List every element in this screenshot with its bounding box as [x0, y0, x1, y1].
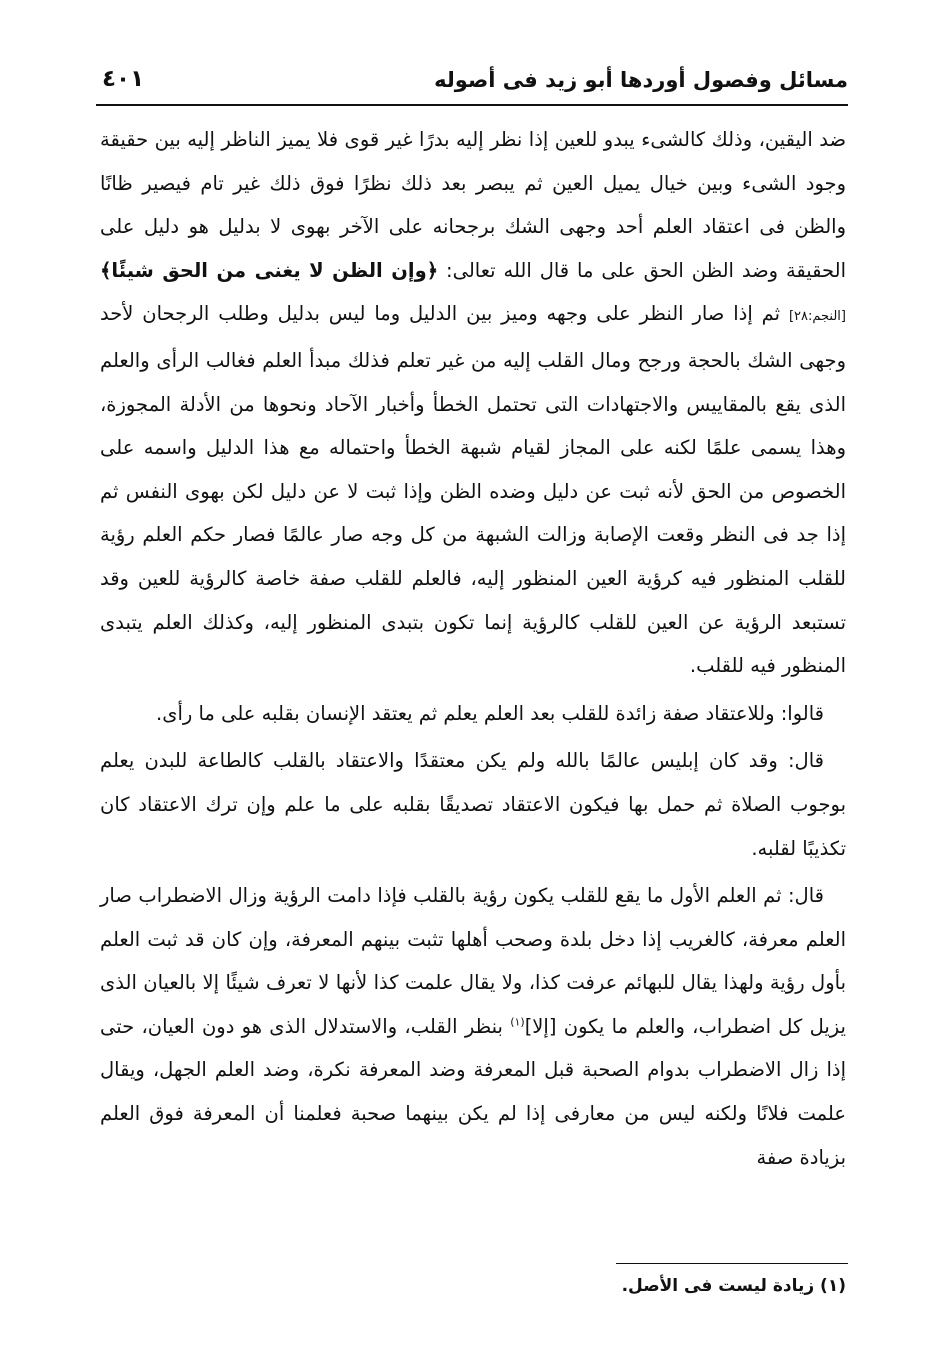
running-title: مسائل وفصول أوردها أبو زيد فى أصوله	[434, 68, 848, 92]
paragraph-1-text-a: ضد اليقين، وذلك كالشىء يبدو للعين إذا نظر إليه بدرًا غير قوى فلا يميز الناظر إليه بين حقيقة وجود الشىء وبين خيال يميل العين ثم يبصر بعد ذلك نظرًا فوق ذلك غير تام فيصير ظانًا والظن فى اعتقاد العلم أحد وجهى الشك برجحانه على الآخر بهوى لا بدليل هو دليل على الحقيقة وضد الظن الحق على ما قال الله تعالى:	[100, 128, 846, 282]
editorial-insertion: [إلا]	[524, 1014, 557, 1038]
paragraph-1-text-b: ثم إذا صار النظر على وجهه وميز بين الدليل وما ليس بدليل وطلب الرجحان لأحد وجهى الشك بالحجة ورجح ومال القلب إليه من غير تعلم فذلك مبدأ العلم فغالب الرأى والعلم الذى يقع بالمقاييس والاجتهادات التى تحتمل الخطأ وأخبار الآحاد ونحوها من الأدلة المجوزة، وهذا يسمى علمًا لكنه على المجاز لقيام شبهة الخطأ واحتماله مع هذا الدليل واسمه على الخصوص من الحق لأنه ثبت عن دليل وضده الظن وإذا ثبت لا عن دليل لكن بهوى النفس ثم إذا جد فى النظر وقعت الإصابة وزالت الشبهة من كل وجه صار عالمًا فصار حكم العلم رؤية للقلب المنظور فيه كرؤية العين المنظور إليه، فالعلم للقلب صفة خاصة كالرؤية للعين وقد تستبعد الرؤية عن العين للقلب كالرؤية إنما تكون بتبدى المنظور إليه، وكذلك العلم يتبدى المنظور فيه للقلب.	[100, 302, 846, 678]
paragraph-3	[100, 739, 846, 870]
footnote: (١) زيادة ليست فى الأصل.	[621, 1276, 846, 1296]
paragraph-3-text: قال: وقد كان إبليس عالمًا بالله ولم يكن معتقدًا والاعتقاد بالقلب كالطاعة للبدن يعلم بوجوب الصلاة ثم حمل بها فيكون الاعتقاد تصديقًا بقلبه على ما علم وإن ترك الاعتقاد كان تكذيبًا لقلبه.	[100, 749, 846, 860]
main-text	[100, 118, 846, 1179]
header-rule	[96, 104, 848, 106]
paragraph-2-text: قالوا: وللاعتقاد صفة زائدة للقلب بعد العلم يعلم ثم يعتقد الإنسان بقلبه على ما رأى.	[156, 701, 824, 725]
paragraph-4-text-b: بنظر القلب، والاستدلال الذى هو دون العيان، حتى إذا زال الاضطراب بدوام الصحبة قبل المعرفة وضد المعرفة نكرة، وضد العلم الجهل، ويقال علمت فلانًا ولكنه ليس من معارفى إذا لم يكن بينهما صحبة فعلمنا أن المعرفة فوق العلم بزيادة صفة	[100, 1014, 846, 1169]
quran-reference: [النجم:٢٨]	[788, 309, 846, 325]
paragraph-4	[100, 874, 846, 1179]
paragraph-1	[100, 118, 846, 688]
footnote-rule	[616, 1263, 848, 1264]
quran-quote: ﴿وإن الظن لا يغنى من الحق شيئًا﴾	[100, 258, 439, 282]
paragraph-4-text-a: قال: ثم العلم الأول ما يقع للقلب يكون رؤية بالقلب فإذا دامت الرؤية وزال الاضطراب صار العلم معرفة، كالغريب إذا دخل بلدة وصحب أهلها تثبت بينهم المعرفة، وإن كان قد ثبت العلم بأول رؤية ولهذا يقال للبهائم عرفت كذا، ولا يقال علمت كذا لأنها لا تعرف شيئًا إلا بالعيان الذى يزيل كل اضطراب، والعلم ما يكون	[100, 884, 846, 1038]
page-number: ٤٠١	[102, 66, 145, 92]
page-header	[96, 62, 848, 102]
footnote-marker: (١)	[510, 1015, 525, 1029]
paragraph-2	[100, 692, 846, 736]
